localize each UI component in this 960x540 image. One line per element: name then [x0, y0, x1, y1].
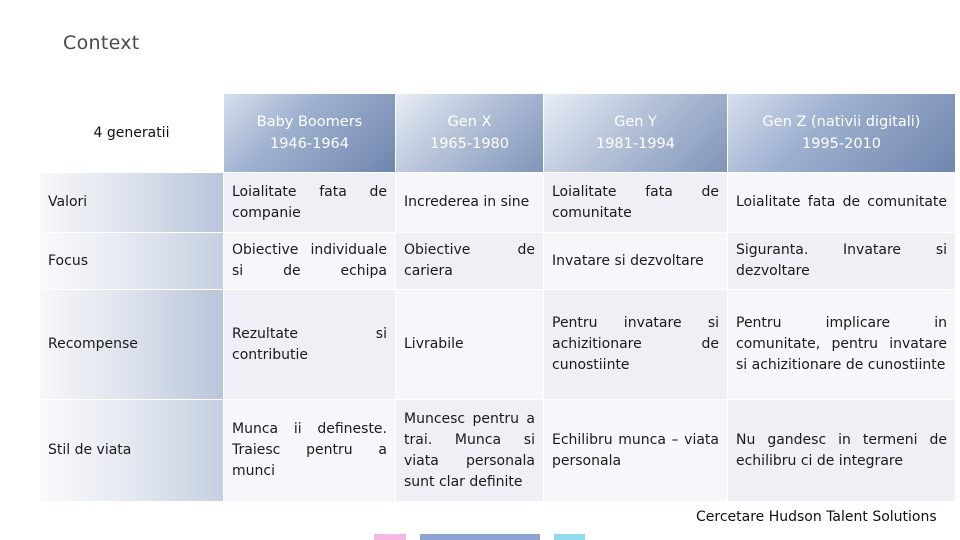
cell-text: Siguranta. Invatare si dezvoltare	[736, 242, 947, 279]
row-label-valori	[40, 173, 223, 232]
row-label-text: Recompense	[48, 336, 138, 352]
header-years: 1981-1994	[595, 136, 676, 152]
header-gen-y	[544, 94, 727, 172]
decor-swatch-pink	[374, 534, 406, 540]
table-cell	[728, 400, 955, 501]
cell-text: Livrabile	[404, 336, 464, 352]
header-years: 1995-2010	[801, 136, 882, 152]
cell-text: Rezultate si contributie	[232, 325, 387, 363]
cell-text: Obiective de cariera	[404, 242, 535, 279]
slide-title: Context	[63, 32, 140, 54]
table-cell	[396, 233, 543, 289]
decor-swatch-cyan	[554, 534, 585, 540]
corner-label	[40, 94, 223, 172]
decor-swatch-blue	[420, 534, 540, 540]
cell-text: Loialitate fata de companie	[232, 183, 387, 221]
table-cell	[544, 290, 727, 399]
row-label-focus	[40, 233, 223, 289]
table-cell	[396, 290, 543, 399]
cell-text: Loialitate fata de comunitate	[552, 183, 719, 221]
header-gen-z	[728, 94, 955, 172]
table-cell	[544, 400, 727, 501]
cell-text: Pentru invatare si achizitionare de cunostiinte	[552, 315, 719, 373]
cell-text: Munca ii defineste. Traiesc pentru a munci	[232, 421, 387, 479]
header-years: 1946-1964	[269, 136, 350, 152]
table-cell	[396, 173, 543, 232]
table-cell	[224, 233, 395, 289]
table-cell	[544, 173, 727, 232]
table-cell	[544, 233, 727, 289]
cell-text: Loialitate fata de comunitate	[736, 194, 947, 210]
source-note: Cercetare Hudson Talent Solutions	[696, 509, 937, 525]
corner-label-text: 4 generatii	[93, 124, 170, 141]
row-label-text: Focus	[48, 252, 88, 269]
table-cell	[728, 290, 955, 399]
header-baby-boomers	[224, 94, 395, 172]
cell-text: Obiective individuale si de echipa	[232, 242, 387, 279]
cell-text: Nu gandesc in termeni de echilibru ci de integrare	[736, 431, 947, 469]
table-cell	[728, 233, 955, 289]
table-cell	[224, 173, 395, 232]
header-name: Baby Boomers	[256, 114, 363, 130]
header-name: Gen Z (nativii digitali)	[762, 114, 921, 130]
header-name: Gen Y	[614, 114, 657, 130]
header-name: Gen X	[447, 114, 492, 130]
table-cell	[224, 400, 395, 501]
cell-text: Echilibru munca – viata personala	[552, 431, 719, 469]
header-years: 1965-1980	[429, 136, 510, 152]
cell-text: Increderea in sine	[404, 194, 530, 210]
row-label-recompense	[40, 290, 223, 399]
cell-text: Invatare si dezvoltare	[552, 252, 704, 269]
table-cell	[224, 290, 395, 399]
row-label-text: Stil de viata	[48, 442, 132, 458]
cell-text: Pentru implicare in comunitate, pentru invatare si achizitionare de cunostiinte	[736, 315, 947, 373]
row-label-text: Valori	[48, 194, 88, 210]
header-gen-x	[396, 94, 543, 172]
row-label-stil-de-viata	[40, 400, 223, 501]
table-cell	[396, 400, 543, 501]
table-cell	[728, 173, 955, 232]
cell-text: Muncesc pentru a trai. Munca si viata personala sunt clar definite	[404, 410, 535, 490]
